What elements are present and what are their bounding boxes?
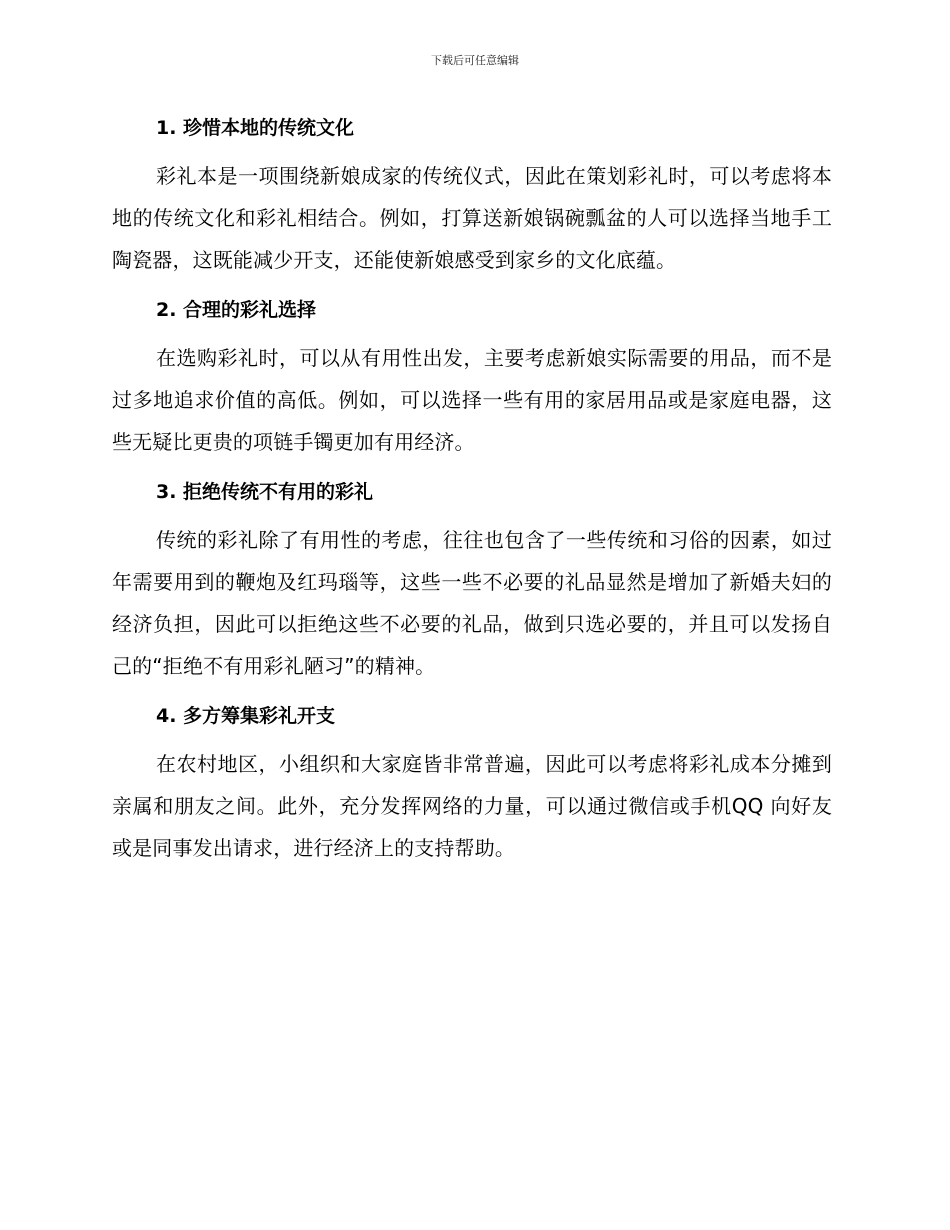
section-heading: 2. 合理的彩礼选择 — [156, 299, 317, 321]
section-1 — [112, 112, 832, 281]
page-header-note: 下载后可任意编辑 — [431, 54, 519, 67]
section-paragraph: 在选购彩礼时，可以从有用性出发，主要考虑新娘实际需要的用品，而不是过多地追求价值的高低。例如，可以选择一些有用的家居用品或是家庭电器，这些无疑比更贵的项链手镯更加有用经济。 — [112, 346, 832, 454]
section-paragraph: 在农村地区，小组织和大家庭皆非常普遍，因此可以考虑将彩礼成本分摊到亲属和朋友之间。此外，充分发挥网络的力量，可以通过微信或手机QQ 向好友或是同事发出请求，进行经济上的支持帮助。 — [112, 752, 832, 860]
section-paragraph: 彩礼本是一项围绕新娘成家的传统仪式，因此在策划彩礼时，可以考虑将本地的传统文化和彩礼相结合。例如，打算送新娘锅碗瓢盆的人可以选择当地手工陶瓷器，这既能减少开支，还能使新娘感受到家乡的文化底蕴。 — [112, 164, 832, 272]
section-2 — [112, 294, 832, 463]
section-3 — [112, 476, 832, 687]
section-paragraph: 传统的彩礼除了有用性的考虑，往往也包含了一些传统和习俗的因素，如过年需要用到的鞭炮及红玛瑙等，这些一些不必要的礼品显然是增加了新婚夫妇的经济负担，因此可以拒绝这些不必要的礼品，做到只选必要的，并且可以发扬自己的“拒绝不有用彩礼陋习”的精神。 — [112, 528, 832, 678]
document-body — [112, 112, 832, 882]
section-4 — [112, 700, 832, 869]
section-heading: 1. 珍惜本地的传统文化 — [156, 117, 355, 139]
section-heading: 3. 拒绝传统不有用的彩礼 — [156, 481, 374, 503]
section-heading: 4. 多方筹集彩礼开支 — [156, 705, 336, 727]
